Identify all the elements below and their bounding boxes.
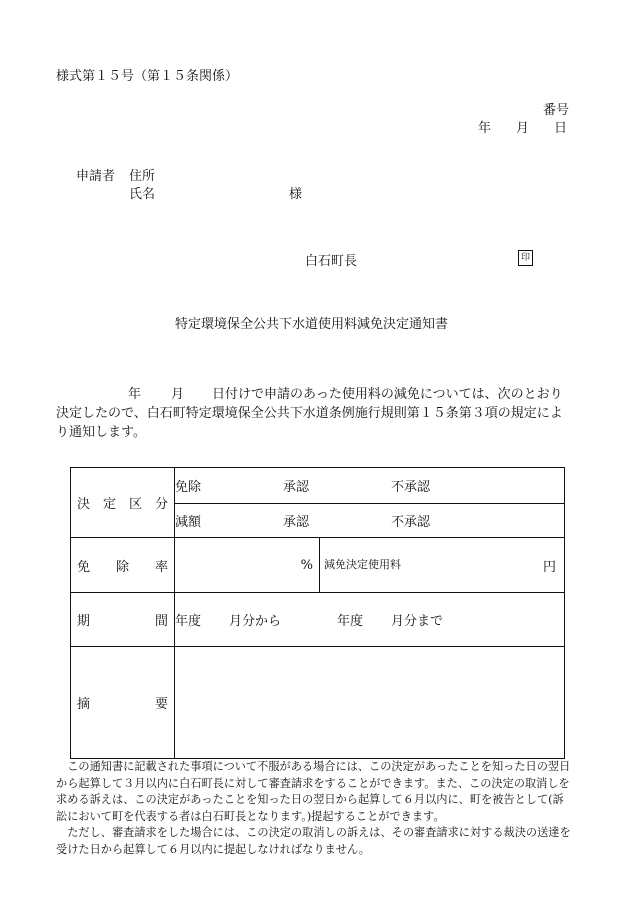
number-label: 番号 (543, 103, 570, 118)
applicant-label: 申請者 (76, 169, 116, 184)
date-day: 日 (554, 121, 568, 136)
percent-unit: % (175, 538, 320, 593)
exemption-rate-label: 免 除 率 (71, 538, 175, 593)
reduced-fee-cell (320, 538, 565, 593)
period-to-year: 年度 (337, 614, 364, 629)
appeal-paragraph-2: ただし、審査請求をした場合には、この決定の取消しの訴えは、その審査請求に対する裁決の送達を受けた日から起算して６月以内に提起しなければなりません。 (56, 826, 571, 856)
decision-type-label: 決 定 区 分 (71, 468, 175, 538)
yen-unit: 円 (543, 559, 557, 575)
document-title: 特定環境保全公共下水道使用料減免決定通知書 (175, 317, 449, 332)
exemption-reject: 不承認 (391, 480, 431, 495)
issuer-title: 白石町長 (305, 254, 358, 269)
form-number: 様式第１５号（第１５条関係） (56, 69, 239, 84)
decision-table (70, 467, 565, 759)
period-label: 期 間 (71, 593, 175, 647)
body-text: 日付けで申請のあった使用料の減免については、次のとおり決定したので、白石町特定環境保全公共下水道条例施行規則第１５条第３項の規定により通知します。 (56, 387, 563, 440)
reduction-type: 減額 (175, 515, 202, 530)
seal-icon: 印 (518, 250, 533, 266)
body-year: 年 (128, 387, 142, 402)
body-month: 月 (171, 387, 185, 402)
honorific: 様 (289, 187, 303, 202)
name-label: 氏名 (129, 187, 156, 202)
period-from-month: 月分から (229, 614, 282, 629)
remarks-cell (175, 647, 565, 759)
reduced-fee-label: 減免決定使用料 (324, 557, 401, 571)
issue-date (478, 122, 567, 135)
exemption-row (175, 468, 565, 504)
date-year: 年 (478, 121, 492, 136)
reduction-row (175, 504, 565, 538)
appeal-notice (56, 759, 574, 858)
period-to-month: 月分まで (391, 614, 444, 629)
date-month: 月 (516, 121, 530, 136)
reduction-approve: 承認 (283, 515, 310, 530)
appeal-paragraph-1: この通知書に記載された事項について不服がある場合には、この決定があったことを知った日の翌日から起算して３月以内に白石町長に対して審査請求をすることができます。また、この決定の取消しを求める訴えは、この決定があったことを知った日の翌日から起算して６月以内に、町を被告として(訴訟において町を代表する者は白石町長となります。)提起することができます。 (56, 760, 571, 823)
remarks-label: 摘 要 (71, 647, 175, 759)
exemption-type: 免除 (175, 480, 202, 495)
period-from-year: 年度 (175, 614, 202, 629)
address-label: 住所 (129, 169, 156, 184)
reduction-reject: 不承認 (391, 515, 431, 530)
notice-body (56, 385, 574, 442)
period-cell (175, 593, 565, 647)
exemption-approve: 承認 (283, 480, 310, 495)
